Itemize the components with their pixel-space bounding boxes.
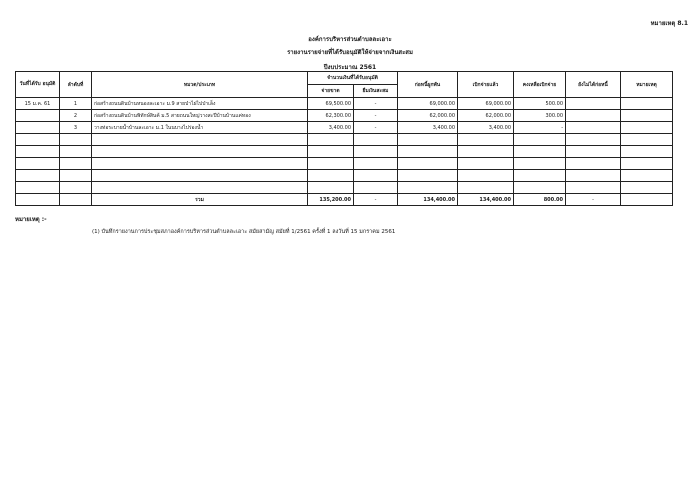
total-not-committed: -: [566, 194, 621, 206]
cell-date: [16, 122, 60, 134]
header-committed: ก่อหนี้ผูกพัน: [398, 72, 458, 98]
total-remaining: 800.00: [514, 194, 566, 206]
cell-disbursed: 3,400.00: [458, 122, 514, 134]
total-reserve: -: [354, 194, 398, 206]
cell-disbursed: 69,000.00: [458, 98, 514, 110]
cell-remaining: 300.00: [514, 110, 566, 122]
cell-remarks: [621, 98, 673, 110]
cell-category: วางท่อระบายน้ำบ้านละเอาะ ม.1 ในนบางไปร่องน้ำ: [92, 122, 308, 134]
cell-paid: 69,500.00: [308, 98, 354, 110]
cell-no: 1: [60, 98, 92, 110]
expenditure-table: [15, 71, 673, 206]
cell-date: [16, 110, 60, 122]
empty-row: [16, 158, 673, 170]
cell-no: 2: [60, 110, 92, 122]
header-disbursed: เบิกจ่ายแล้ว: [458, 72, 514, 98]
empty-row: [16, 146, 673, 158]
cell-date: 15 ม.ค. 61: [16, 98, 60, 110]
header-paid: จ่ายขาด: [308, 85, 354, 98]
cell-committed: 3,400.00: [398, 122, 458, 134]
empty-row: [16, 134, 673, 146]
empty-row: [16, 170, 673, 182]
table-row: [16, 98, 673, 110]
total-row: [16, 194, 673, 206]
total-paid: 135,200.00: [308, 194, 354, 206]
empty-row: [16, 182, 673, 194]
header-no: ลำดับที่: [60, 72, 92, 98]
total-disbursed: 134,400.00: [458, 194, 514, 206]
header-not-committed: ยังไม่ได้ก่อหนี้: [566, 72, 621, 98]
cell-remaining: -: [514, 122, 566, 134]
fiscal-year-title: ปีงบประมาณ 2561: [323, 64, 377, 71]
cell-reserve: -: [354, 122, 398, 134]
page-reference: หมายเหตุ 8.1: [650, 20, 688, 27]
table-row: [16, 110, 673, 122]
header-reserve: ยืมเงินสะสม: [354, 85, 398, 98]
header-category: หมวด/ประเภท: [92, 72, 308, 98]
notes-label: หมายเหตุ :-: [15, 216, 47, 223]
cell-category: ก่อสร้างถนนดินบ้านหนองละเอาะ ม.9 สายป่าไผ่ไปป่าเล็ง: [92, 98, 308, 110]
cell-not-committed: [566, 110, 621, 122]
cell-no: 3: [60, 122, 92, 134]
cell-remaining: 500.00: [514, 98, 566, 110]
cell-remarks: [621, 122, 673, 134]
cell-paid: 62,300.00: [308, 110, 354, 122]
total-committed: 134,400.00: [398, 194, 458, 206]
cell-committed: 62,000.00: [398, 110, 458, 122]
cell-reserve: -: [354, 98, 398, 110]
organization-title: องค์การบริหารส่วนตำบลละเอาะ: [308, 36, 392, 43]
cell-committed: 69,000.00: [398, 98, 458, 110]
header-remarks: หมายเหตุ: [621, 72, 673, 98]
table-header-row-1: [16, 72, 673, 85]
header-remaining: คงเหลือเบิกจ่าย: [514, 72, 566, 98]
header-approved-group: จำนวนเงินที่ได้รับอนุมัติ: [308, 72, 398, 85]
header-date: วันที่ได้รับ อนุมัติ: [16, 72, 60, 98]
cell-reserve: -: [354, 110, 398, 122]
cell-remarks: [621, 110, 673, 122]
cell-category: ก่อสร้างถนนดินบ้านพิทักษ์สินค้ ม.5 สายถนนใหญ่วางสะปีบ้านบ้านแค่ทอง: [92, 110, 308, 122]
cell-not-committed: [566, 98, 621, 110]
total-label: รวม: [92, 194, 308, 206]
report-title: รายงานรายจ่ายที่ได้รับอนุมัติให้จ่ายจากเงินสะสม: [287, 49, 413, 56]
cell-not-committed: [566, 122, 621, 134]
table-row: [16, 122, 673, 134]
cell-disbursed: 62,000.00: [458, 110, 514, 122]
cell-paid: 3,400.00: [308, 122, 354, 134]
note-item-1: (1) บันทึกรายงานการประชุมสภาองค์การบริหารส่วนตำบลละเอาะ สมัยสามัญ สมัยที่ 1/2561 ครั้งที่ 1 ลงวันที่ 15 มกราคม 2561: [92, 229, 396, 235]
